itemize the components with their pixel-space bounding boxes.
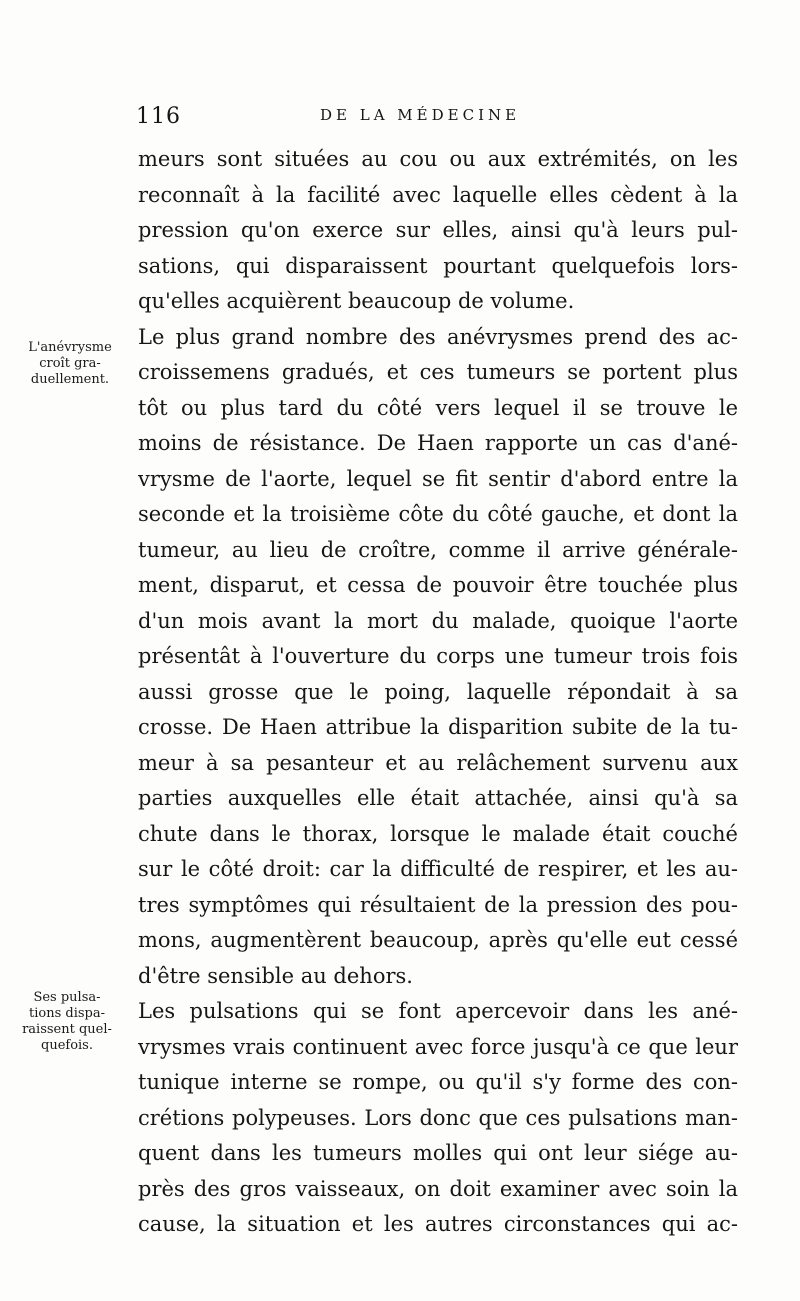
text-line: crosse. De Haen attribue la disparition subite de la tu- (138, 715, 738, 739)
text-line: seconde et la troisième côte du côté gauche, et dont la (138, 502, 738, 526)
text-line: qu'elles acquièrent beaucoup de volume. (138, 289, 575, 313)
text-line: meur à sa pesanteur et au relâchement survenu aux (138, 750, 738, 775)
text-line: meurs sont situées au cou ou aux extrémités, on les (138, 147, 738, 171)
text-line: parties auxquelles elle était attachée, ainsi qu'à sa (138, 786, 738, 810)
text-line: mons, augmentèrent beaucoup, après qu'elle eut cessé (138, 928, 738, 952)
text-line: près des gros vaisseaux, on doit examiner avec soin la (138, 1176, 738, 1201)
text-line: cause, la situation et les autres circonstances qui ac- (138, 1212, 738, 1236)
margin-note-growth: L'anévrysme croît gra- duellement. (28, 340, 112, 387)
text-line: aussi grosse que le poing, laquelle répondait à sa (138, 679, 738, 704)
text-line: vrysme de l'aorte, lequel se fit sentir d'abord entre la (138, 466, 738, 491)
page-header (0, 100, 800, 130)
page-number: 116 (136, 104, 181, 129)
margin-note-pulsations: Ses pulsa- tions dispa- raissent quel- quefois. (22, 990, 112, 1053)
text-line: Le plus grand nombre des anévrysmes prend des ac- (138, 324, 738, 349)
body-text (138, 142, 738, 1243)
text-line: chute dans le thorax, lorsque le malade était couché (138, 821, 738, 846)
text-line: quent dans les tumeurs molles qui ont leur siége au- (138, 1141, 738, 1165)
text-line: tumeur, au lieu de croître, comme il arrive générale- (138, 537, 738, 562)
text-line: présentât à l'ouverture du corps une tumeur trois fois (138, 644, 738, 668)
text-line: crétions polypeuses. Lors donc que ces pulsations man- (138, 1105, 738, 1130)
text-line: croissemens gradués, et ces tumeurs se portent plus (138, 360, 738, 384)
text-line: d'être sensible au dehors. (138, 963, 413, 988)
running-title: DE LA MÉDECINE (320, 106, 521, 124)
text-line: Les pulsations qui se font apercevoir dans les ané- (138, 999, 738, 1023)
text-line: vrysmes vrais continuent avec force jusqu'à ce que leur (138, 1034, 738, 1059)
text-line: reconnaît à la facilité avec laquelle elles cèdent à la (138, 182, 738, 207)
text-line: d'un mois avant la mort du malade, quoique l'aorte (138, 608, 738, 633)
text-line: tôt ou plus tard du côté vers lequel il se trouve le (138, 395, 738, 420)
text-line: tunique interne se rompe, ou qu'il s'y forme des con- (138, 1070, 738, 1094)
text-line: pression qu'on exerce sur elles, ainsi qu'à leurs pul- (138, 218, 738, 242)
text-line: sur le côté droit: car la difficulté de respirer, et les au- (138, 857, 738, 881)
text-line: ment, disparut, et cessa de pouvoir être touchée plus (138, 573, 738, 597)
text-line: moins de résistance. De Haen rapporte un cas d'ané- (138, 431, 738, 455)
text-line: tres symptômes qui résultaient de la pression des pou- (138, 892, 738, 917)
text-line: sations, qui disparaissent pourtant quelquefois lors- (138, 253, 738, 278)
